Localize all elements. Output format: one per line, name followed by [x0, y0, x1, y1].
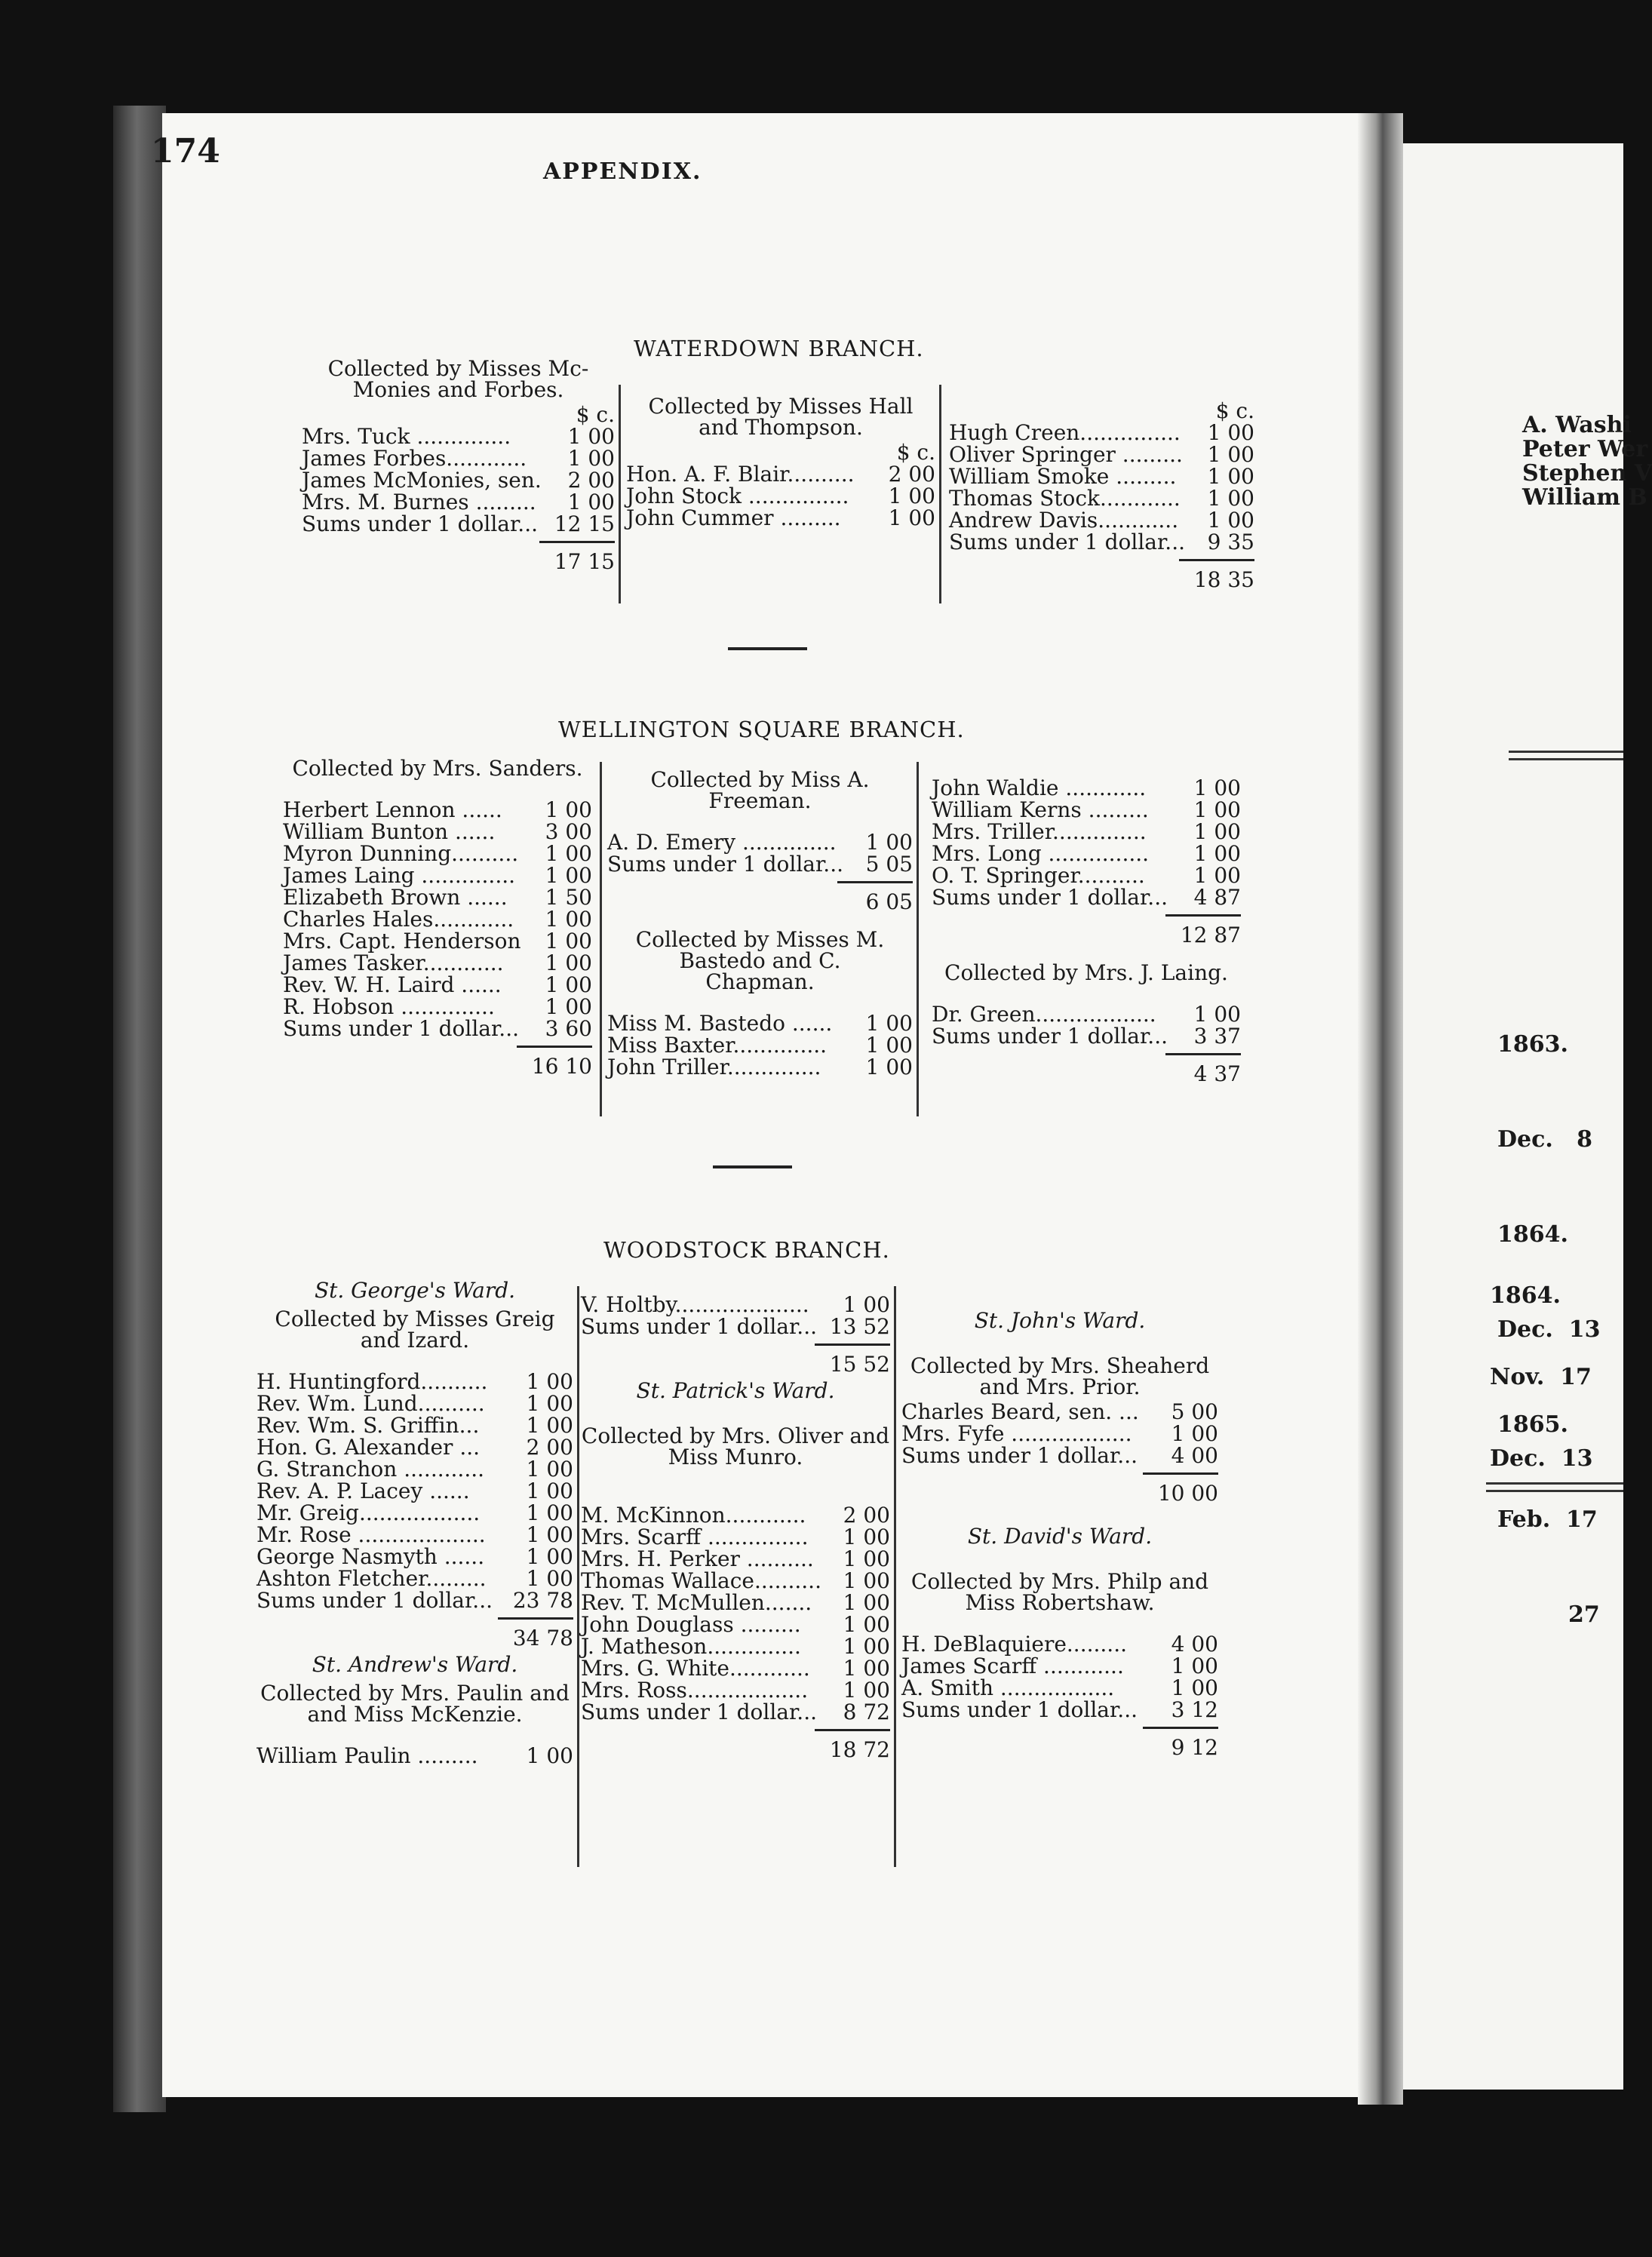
- entry-row: [949, 531, 1254, 553]
- entry-amount: 1 00: [843, 1656, 890, 1681]
- entry-name: Oliver Springer .........: [949, 442, 1183, 467]
- entry-amount: 1 00: [843, 1546, 890, 1571]
- entry-name: James Tasker............: [283, 950, 504, 975]
- running-head: APPENDIX.: [543, 158, 702, 185]
- entry-amount: 3 12: [1171, 1697, 1218, 1722]
- entry-amount: 1 00: [1193, 841, 1241, 866]
- entry-amount: 1 00: [545, 972, 592, 997]
- column-rule: [600, 762, 602, 1116]
- entry-row: [581, 1657, 890, 1679]
- entry-row: [901, 1445, 1218, 1466]
- entry-row: [302, 513, 615, 535]
- name-fragment: Peter Wer: [1522, 436, 1648, 462]
- entry-amount: 1 00: [1171, 1654, 1218, 1678]
- entry-row: [283, 974, 592, 996]
- entry-row: [932, 843, 1241, 864]
- collector-heading: Collected by Mrs. Sheaherd and Mrs. Prior.: [910, 1353, 1210, 1399]
- entry-row: [932, 777, 1241, 799]
- entry-amount: 1 00: [1207, 486, 1254, 511]
- entry-amount: 1 50: [545, 885, 592, 910]
- entry-amount: 1 00: [1207, 442, 1254, 467]
- entry-amount: 2 00: [843, 1503, 890, 1528]
- right-page-dates-2: [1490, 1228, 1592, 1500]
- entry-name: George Nasmyth ......: [256, 1544, 485, 1569]
- entry-amount: 1 00: [865, 830, 913, 855]
- date-fragment: Feb. 17: [1497, 1506, 1598, 1533]
- entry-amount: 3 00: [545, 819, 592, 844]
- entry-amount: 1 00: [526, 1743, 573, 1768]
- wellington-title: WELLINGTON SQUARE BRANCH.: [558, 717, 965, 742]
- entry-row: [283, 930, 592, 952]
- entry-name: Dr. Green..................: [932, 1002, 1156, 1027]
- entry-row: [901, 1699, 1218, 1721]
- entry-name: Ashton Fletcher.........: [256, 1566, 487, 1591]
- rule: [1509, 758, 1623, 760]
- entry-name: Mrs. G. White............: [581, 1656, 810, 1681]
- entry-name: Thomas Stock............: [949, 486, 1181, 511]
- total: 34 78: [498, 1617, 573, 1649]
- entry-row: [581, 1504, 890, 1526]
- entry-amount: 1 00: [526, 1544, 573, 1569]
- entry-row: [581, 1548, 890, 1570]
- collector-heading: Collected by Mrs. Sanders.: [292, 756, 583, 781]
- entry-amount: 1 00: [545, 907, 592, 932]
- entry-amount: 2 00: [888, 462, 935, 487]
- entry-amount: 1 00: [1193, 863, 1241, 888]
- entry-name: Sums under 1 dollar...: [283, 1016, 519, 1041]
- date-fragment: Nov. 17: [1490, 1364, 1592, 1390]
- entry-amount: 1 00: [1207, 508, 1254, 533]
- date-fragment: Dec. 13: [1490, 1445, 1593, 1472]
- entry-name: Mrs. Tuck ..............: [302, 424, 511, 449]
- entry-amount: 2 00: [567, 468, 615, 493]
- woodstock-col2: [581, 1294, 890, 1761]
- entry-amount: 4 00: [1171, 1443, 1218, 1468]
- entry-amount: 1 00: [1193, 797, 1241, 822]
- date-fragment: 27: [1497, 1601, 1600, 1628]
- entry-row: [607, 1034, 913, 1056]
- entry-row: [256, 1480, 573, 1502]
- entry-amount: 1 00: [526, 1500, 573, 1525]
- entry-amount: 1 00: [526, 1566, 573, 1591]
- date-fragment: 1863.: [1497, 1031, 1568, 1058]
- collector-heading: Collected by Mrs. Paulin and and Miss McKenzie.: [260, 1681, 570, 1727]
- ward-title: St. Andrew's Ward.: [312, 1652, 518, 1677]
- entry-name: Herbert Lennon ......: [283, 797, 502, 822]
- entry-amount: 3 37: [1193, 1024, 1241, 1049]
- entry-name: Charles Beard, sen. ...: [901, 1399, 1139, 1424]
- entry-row: [581, 1614, 890, 1635]
- entry-amount: 1 00: [526, 1522, 573, 1547]
- entry-amount: 1 00: [545, 797, 592, 822]
- page-gutter: [1358, 113, 1403, 2105]
- entry-name: Mrs. Long ...............: [932, 841, 1150, 866]
- entry-amount: 5 05: [865, 852, 913, 877]
- entry-row: [932, 1003, 1241, 1025]
- waterdown-col2: [626, 396, 935, 529]
- entry-name: Sums under 1 dollar...: [949, 530, 1185, 554]
- entry-amount: 5 00: [1171, 1399, 1218, 1424]
- entry-row: [626, 463, 935, 485]
- entry-row: [256, 1436, 573, 1458]
- entry-amount: 9 35: [1207, 530, 1254, 554]
- entry-name: Sums under 1 dollar...: [302, 511, 538, 536]
- total: 4 37: [1165, 1053, 1241, 1085]
- entry-amount: 1 00: [1207, 464, 1254, 489]
- entry-row: [901, 1423, 1218, 1445]
- total: 15 52: [815, 1343, 890, 1375]
- date-fragment: 1864.: [1490, 1282, 1561, 1309]
- entry-amount: 23 78: [512, 1588, 573, 1613]
- column-rule: [894, 1286, 896, 1867]
- entry-name: Mr. Rose ...................: [256, 1522, 486, 1547]
- entry-name: Thomas Wallace..........: [581, 1568, 821, 1593]
- name-fragment: William B: [1522, 484, 1647, 511]
- entry-amount: 2 00: [526, 1435, 573, 1460]
- entry-amount: 1 00: [526, 1457, 573, 1482]
- entry-row: [256, 1524, 573, 1546]
- entry-amount: 1 00: [1193, 775, 1241, 800]
- woodstock-col3: [901, 1305, 1218, 1758]
- entry-name: Sums under 1 dollar...: [581, 1314, 817, 1339]
- entry-amount: 12 15: [554, 511, 615, 536]
- entry-amount: 1 00: [567, 424, 615, 449]
- collector-heading: Collected by Misses Hall and Thompson.: [648, 394, 914, 440]
- entry-row: [932, 864, 1241, 886]
- entry-row: [626, 507, 935, 529]
- section-divider: [728, 647, 807, 650]
- wellington-col1: [283, 758, 592, 1077]
- entry-name: William Smoke .........: [949, 464, 1177, 489]
- entry-row: [949, 422, 1254, 444]
- entry-amount: 1 00: [526, 1413, 573, 1438]
- entry-amount: 8 72: [843, 1700, 890, 1724]
- column-rule: [917, 762, 919, 1116]
- entry-row: [949, 444, 1254, 465]
- waterdown-col1: [302, 358, 615, 573]
- entry-name: Myron Dunning..........: [283, 841, 519, 866]
- rule: [1509, 751, 1623, 753]
- entry-row: [901, 1655, 1218, 1677]
- entry-row: [256, 1414, 573, 1436]
- entry-name: A. D. Emery ..............: [607, 830, 837, 855]
- section-divider: [713, 1165, 792, 1168]
- entry-row: [256, 1371, 573, 1393]
- column-rule: [939, 385, 941, 603]
- date-fragment: 1864.: [1497, 1221, 1568, 1248]
- entry-row: [283, 799, 592, 821]
- entry-name: Mrs. Capt. Henderson: [283, 929, 521, 953]
- collector-heading: Collected by Misses Mc-Monies and Forbes.: [327, 356, 589, 402]
- ward-title: St. George's Ward.: [314, 1278, 516, 1303]
- entry-row: [256, 1502, 573, 1524]
- total: 9 12: [1143, 1727, 1218, 1758]
- entry-name: John Douglass .........: [581, 1612, 801, 1637]
- entry-name: O. T. Springer..........: [932, 863, 1145, 888]
- entry-row: [949, 509, 1254, 531]
- entry-row: [283, 996, 592, 1018]
- entry-row: [581, 1526, 890, 1548]
- total: 6 05: [837, 881, 913, 913]
- entry-name: Sums under 1 dollar...: [932, 1024, 1168, 1049]
- total: 17 15: [539, 541, 615, 573]
- entry-name: Rev. Wm. Lund..........: [256, 1391, 485, 1416]
- entry-name: Mrs. Fyfe ..................: [901, 1421, 1132, 1446]
- entry-name: Sums under 1 dollar...: [256, 1588, 493, 1613]
- collector-heading: Collected by Mrs. Philp and Miss Robertshaw.: [910, 1569, 1209, 1615]
- entry-name: H. Huntingford..........: [256, 1369, 488, 1394]
- currency-header: $ c.: [576, 402, 615, 427]
- date-fragment: Dec. 13: [1497, 1316, 1601, 1343]
- entry-amount: 3 60: [545, 1016, 592, 1041]
- entry-amount: 1 00: [545, 950, 592, 975]
- entry-name: Hon. G. Alexander ...: [256, 1435, 481, 1460]
- right-page-names: [1522, 413, 1652, 510]
- entry-name: Miss M. Bastedo ......: [607, 1011, 833, 1036]
- entry-amount: 1 00: [567, 446, 615, 471]
- entry-name: G. Stranchon ............: [256, 1457, 485, 1482]
- entry-row: [581, 1316, 890, 1337]
- entry-row: [283, 908, 592, 930]
- total: 16 10: [517, 1046, 592, 1077]
- entry-name: Rev. Wm. S. Griffin...: [256, 1413, 480, 1438]
- entry-row: [607, 831, 913, 853]
- entry-row: [283, 1018, 592, 1039]
- name-fragment: A. Washi: [1522, 412, 1632, 438]
- entry-amount: 1 00: [843, 1678, 890, 1703]
- entry-amount: 1 00: [865, 1033, 913, 1058]
- entry-row: [256, 1568, 573, 1589]
- entry-row: [283, 886, 592, 908]
- entry-name: William Bunton ......: [283, 819, 496, 844]
- entry-name: John Cummer .........: [626, 505, 841, 530]
- ward-title: St. David's Ward.: [967, 1524, 1153, 1549]
- entry-row: [283, 952, 592, 974]
- ward-title: St. John's Ward.: [974, 1308, 1146, 1333]
- woodstock-col1: [256, 1275, 573, 1767]
- entry-amount: 1 00: [1171, 1421, 1218, 1446]
- entry-amount: 1 00: [545, 929, 592, 953]
- entry-name: A. Smith .................: [901, 1675, 1115, 1700]
- entry-row: [932, 821, 1241, 843]
- entry-amount: 1 00: [843, 1568, 890, 1593]
- entry-row: [581, 1592, 890, 1614]
- collector-heading: Collected by Misses Greig and Izard.: [275, 1307, 555, 1353]
- entry-row: [581, 1701, 890, 1723]
- currency-header: $ c.: [1215, 398, 1254, 423]
- entry-amount: 1 00: [545, 994, 592, 1019]
- entry-row: [256, 1745, 573, 1767]
- total: 18 72: [815, 1729, 890, 1761]
- entry-amount: 1 00: [1193, 1002, 1241, 1027]
- entry-row: [283, 843, 592, 864]
- collector-heading: Collected by Mrs. J. Laing.: [944, 960, 1228, 985]
- entry-name: Mr. Greig..................: [256, 1500, 481, 1525]
- entry-row: [901, 1401, 1218, 1423]
- entry-amount: 1 00: [1171, 1675, 1218, 1700]
- currency-header: $ c.: [896, 440, 935, 465]
- entry-row: [932, 799, 1241, 821]
- entry-row: [901, 1677, 1218, 1699]
- entry-name: R. Hobson ..............: [283, 994, 495, 1019]
- wellington-col2: [607, 769, 913, 1078]
- entry-row: [256, 1458, 573, 1480]
- total: 10 00: [1143, 1472, 1218, 1504]
- entry-name: Hugh Creen...............: [949, 420, 1181, 445]
- entry-name: J. Matheson..............: [581, 1634, 801, 1659]
- entry-name: Sums under 1 dollar...: [581, 1700, 817, 1724]
- collector-heading: Collected by Mrs. Oliver and Miss Munro.: [581, 1423, 890, 1469]
- entry-name: William Kerns .........: [932, 797, 1149, 822]
- entry-amount: 1 00: [545, 863, 592, 888]
- entry-amount: 1 00: [1207, 420, 1254, 445]
- entry-row: [932, 1025, 1241, 1047]
- entry-row: [256, 1589, 573, 1611]
- entry-name: H. DeBlaquiere.........: [901, 1632, 1128, 1657]
- entry-name: Sums under 1 dollar...: [932, 885, 1168, 910]
- entry-row: [581, 1294, 890, 1316]
- entry-name: James Forbes............: [302, 446, 527, 471]
- column-rule: [619, 385, 621, 603]
- entry-name: Mrs. H. Perker ..........: [581, 1546, 814, 1571]
- entry-name: Mrs. Ross..................: [581, 1678, 809, 1703]
- entry-row: [581, 1679, 890, 1701]
- entry-name: Hon. A. F. Blair..........: [626, 462, 855, 487]
- entry-amount: 1 00: [843, 1590, 890, 1615]
- entry-name: Miss Baxter..............: [607, 1033, 828, 1058]
- entry-amount: 1 00: [843, 1525, 890, 1549]
- entry-amount: 1 00: [526, 1369, 573, 1394]
- entry-row: [581, 1635, 890, 1657]
- wellington-col3: [932, 777, 1241, 1085]
- collector-heading: Collected by Miss A. Freeman.: [650, 767, 870, 813]
- entry-name: John Waldie ............: [932, 775, 1147, 800]
- name-fragment: Stephen V: [1522, 460, 1652, 487]
- ward-title: St. Patrick's Ward.: [636, 1378, 835, 1403]
- entry-row: [932, 886, 1241, 908]
- entry-amount: 1 00: [1193, 819, 1241, 844]
- entry-amount: 1 00: [843, 1292, 890, 1317]
- date-fragment: 1865.: [1497, 1411, 1568, 1438]
- entry-name: Sums under 1 dollar...: [901, 1697, 1138, 1722]
- date-fragment: Dec. 8: [1497, 1126, 1593, 1153]
- rule: [1486, 1490, 1623, 1492]
- entry-row: [302, 491, 615, 513]
- entry-amount: 1 00: [865, 1055, 913, 1079]
- woodstock-title: WOODSTOCK BRANCH.: [603, 1237, 890, 1263]
- entry-amount: 4 00: [1171, 1632, 1218, 1657]
- column-rule: [577, 1286, 579, 1867]
- entry-row: [283, 864, 592, 886]
- entry-amount: 1 00: [567, 490, 615, 514]
- entry-row: [256, 1546, 573, 1568]
- entry-row: [626, 485, 935, 507]
- entry-row: [607, 1012, 913, 1034]
- entry-amount: 1 00: [545, 841, 592, 866]
- entry-name: Andrew Davis............: [949, 508, 1179, 533]
- entry-name: Mrs. Scarff ...............: [581, 1525, 809, 1549]
- entry-name: James Laing ..............: [283, 863, 516, 888]
- waterdown-col3: [949, 400, 1254, 591]
- waterdown-title: WATERDOWN BRANCH.: [634, 336, 924, 361]
- entry-amount: 1 00: [865, 1011, 913, 1036]
- collector-heading: Collected by Misses M. Bastedo and C. Chapman.: [635, 927, 885, 994]
- total: 12 87: [1165, 914, 1241, 946]
- entry-name: John Stock ...............: [626, 484, 849, 508]
- entry-name: William Paulin .........: [256, 1743, 478, 1768]
- entry-name: Charles Hales............: [283, 907, 514, 932]
- rule: [1486, 1482, 1623, 1485]
- entry-row: [256, 1393, 573, 1414]
- total: 18 35: [1179, 559, 1254, 591]
- entry-amount: 13 52: [829, 1314, 890, 1339]
- entry-amount: 1 00: [843, 1634, 890, 1659]
- entry-amount: 1 00: [888, 484, 935, 508]
- entry-name: Sums under 1 dollar...: [901, 1443, 1138, 1468]
- entry-row: [581, 1570, 890, 1592]
- entry-name: Rev. A. P. Lacey ......: [256, 1479, 470, 1503]
- entry-row: [949, 465, 1254, 487]
- entry-row: [901, 1633, 1218, 1655]
- entry-amount: 1 00: [888, 505, 935, 530]
- entry-name: James Scarff ............: [901, 1654, 1124, 1678]
- entry-amount: 4 87: [1193, 885, 1241, 910]
- entry-name: Elizabeth Brown ......: [283, 885, 508, 910]
- entry-name: Sums under 1 dollar...: [607, 852, 843, 877]
- entry-amount: 1 00: [843, 1612, 890, 1637]
- entry-name: John Triller..............: [607, 1055, 821, 1079]
- entry-name: Rev. W. H. Laird ......: [283, 972, 502, 997]
- page-number: 174: [151, 132, 220, 170]
- entry-row: [302, 425, 615, 447]
- entry-row: [302, 447, 615, 469]
- entry-row: [283, 821, 592, 843]
- entry-row: [607, 1056, 913, 1078]
- entry-amount: 1 00: [526, 1391, 573, 1416]
- entry-row: [302, 469, 615, 491]
- entry-name: V. Holtby....................: [581, 1292, 809, 1317]
- entry-name: M. McKinnon............: [581, 1503, 806, 1528]
- entry-row: [949, 487, 1254, 509]
- entry-name: Mrs. M. Burnes .........: [302, 490, 536, 514]
- entry-amount: 1 00: [526, 1479, 573, 1503]
- entry-name: Rev. T. McMullen.......: [581, 1590, 812, 1615]
- book-spine: [113, 106, 166, 2112]
- entry-row: [607, 853, 913, 875]
- entry-name: James McMonies, sen.: [302, 468, 542, 493]
- entry-name: Mrs. Triller..............: [932, 819, 1147, 844]
